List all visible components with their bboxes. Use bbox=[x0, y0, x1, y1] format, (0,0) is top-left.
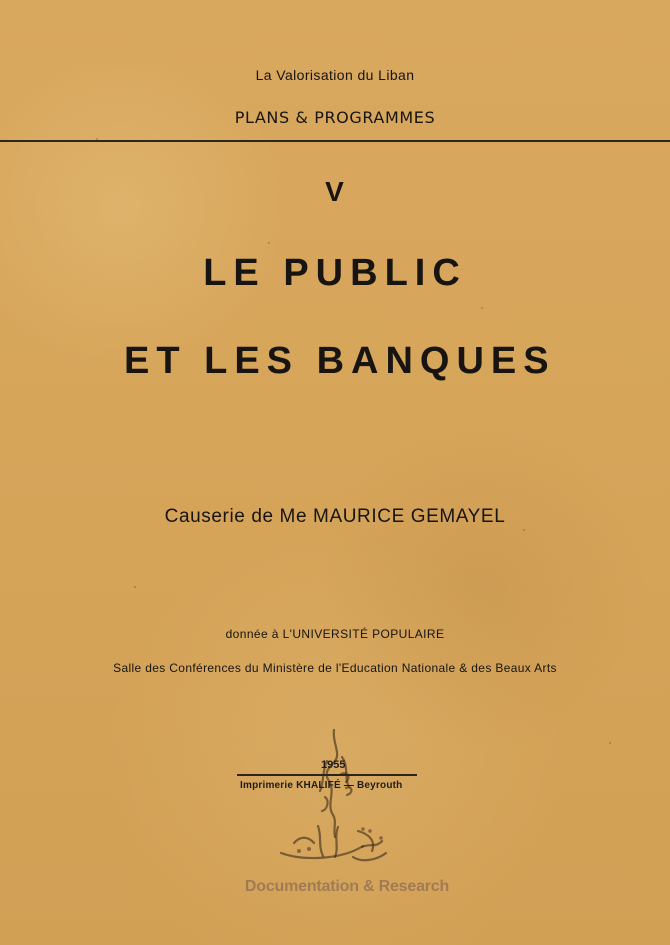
paper-speck bbox=[523, 529, 525, 531]
main-title-line-1: LE PUBLIC bbox=[203, 252, 467, 294]
paper-speck bbox=[134, 586, 136, 588]
speaker-subtitle: Causerie de Me MAURICE GEMAYEL bbox=[164, 506, 506, 527]
volume-number: V bbox=[325, 176, 345, 207]
series-title: La Valorisation du Liban bbox=[255, 67, 415, 83]
main-title-line-2: ET LES BANQUES bbox=[124, 340, 556, 382]
imprint-line: Imprimerie KHALIFÉ — Beyrouth bbox=[240, 780, 403, 791]
paper-speck bbox=[481, 307, 483, 309]
publication-year: 1955 bbox=[321, 759, 346, 771]
given-at-line: donnée à L'UNIVERSITÉ POPULAIRE bbox=[225, 627, 445, 641]
paper-speck bbox=[609, 742, 611, 744]
program-title: PLANS & PROGRAMMES bbox=[234, 108, 436, 127]
archive-watermark-icon bbox=[250, 725, 415, 875]
venue-line: Salle des Conférences du Ministère de l'Education Nationale & des Beaux Arts bbox=[113, 661, 557, 675]
imprint-divider bbox=[237, 774, 417, 776]
top-divider bbox=[0, 140, 670, 142]
documentation-research-watermark: Documentation & Research bbox=[244, 878, 450, 895]
paper-speck bbox=[268, 242, 270, 244]
